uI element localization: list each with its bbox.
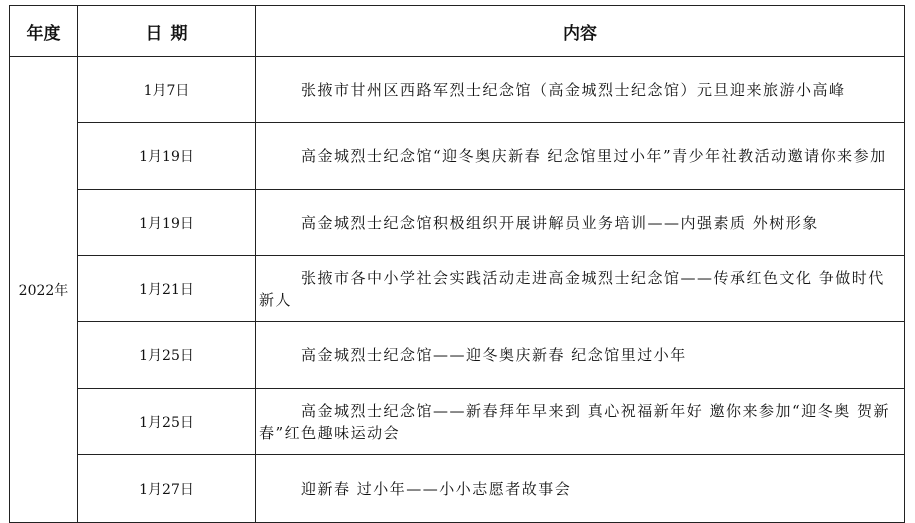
table-row	[10, 389, 905, 455]
table-row	[10, 455, 905, 523]
content-cell: 高金城烈士纪念馆积极组织开展讲解员业务培训——内强素质 外树形象	[256, 190, 905, 256]
content-cell: 张掖市各中小学社会实践活动走进高金城烈士纪念馆——传承红色文化 争做时代新人	[256, 256, 905, 322]
header-row	[10, 6, 905, 57]
table-row	[10, 256, 905, 322]
date-cell: 1月25日	[78, 322, 256, 389]
date-cell: 1月27日	[78, 455, 256, 523]
date-cell: 1月19日	[78, 190, 256, 256]
content-cell: 迎新春 过小年——小小志愿者故事会	[256, 455, 905, 523]
date-cell: 1月21日	[78, 256, 256, 322]
content-column-header: 内容	[256, 6, 905, 57]
content-cell: 张掖市甘州区西路军烈士纪念馆（高金城烈士纪念馆）元旦迎来旅游小高峰	[256, 57, 905, 123]
year-column-header: 年度	[10, 6, 78, 57]
table-row	[10, 190, 905, 256]
content-cell: 高金城烈士纪念馆“迎冬奥庆新春 纪念馆里过小年”青少年社教活动邀请你来参加	[256, 123, 905, 190]
table-row	[10, 57, 905, 123]
table-row	[10, 322, 905, 389]
content-cell: 高金城烈士纪念馆——新春拜年早来到 真心祝福新年好 邀你来参加“迎冬奥 贺新春”红色趣味运动会	[256, 389, 905, 455]
events-table	[9, 5, 905, 523]
year-cell: 2022年	[10, 57, 78, 523]
date-cell: 1月25日	[78, 389, 256, 455]
date-cell: 1月19日	[78, 123, 256, 190]
table-row	[10, 123, 905, 190]
content-cell: 高金城烈士纪念馆——迎冬奥庆新春 纪念馆里过小年	[256, 322, 905, 389]
date-cell: 1月7日	[78, 57, 256, 123]
date-column-header: 日期	[78, 6, 256, 57]
